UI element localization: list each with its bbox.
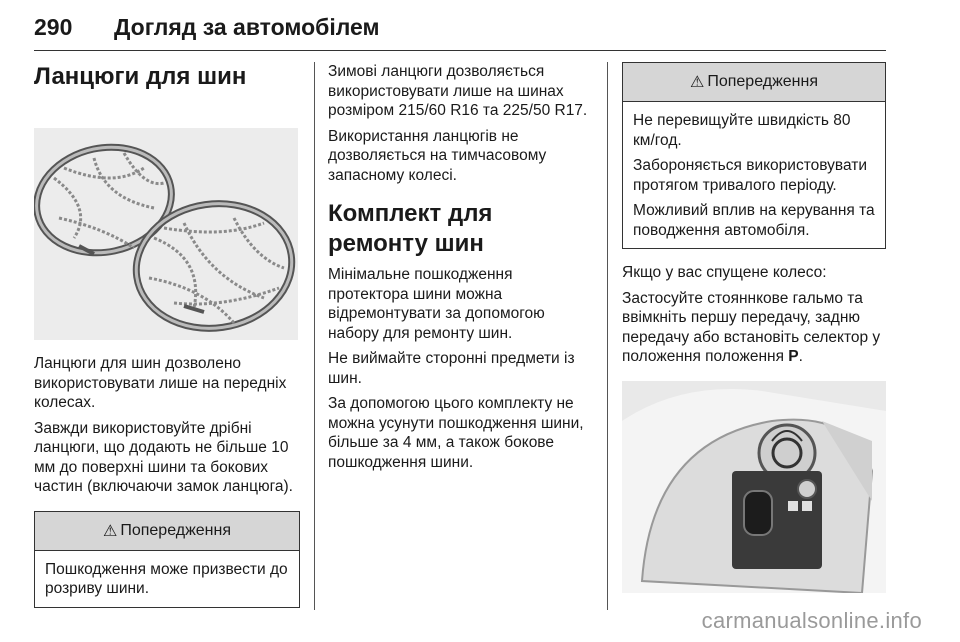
column-2 bbox=[328, 62, 593, 478]
column-divider bbox=[314, 62, 315, 610]
tire-repair-kit-illustration bbox=[622, 381, 886, 593]
warning-title: Попередження bbox=[120, 521, 232, 539]
paragraph: Не виймайте сторонні предмети із шин. bbox=[328, 350, 575, 387]
gear-position-p: P bbox=[788, 348, 799, 365]
section-title: Ланцюги для шин bbox=[34, 63, 247, 90]
column-divider bbox=[607, 62, 608, 610]
page-number: 290 bbox=[34, 14, 73, 40]
column-1 bbox=[34, 62, 300, 608]
subheading: Комплект для ремонту шин bbox=[328, 200, 493, 257]
warning-item: Не перевищуйте швидкість 80 км/год. bbox=[633, 112, 851, 149]
paragraph-text: Застосуйте стояннкове гальмо та ввімкніть першу передачу, задню передачу або встановіть селектор у положення положення bbox=[622, 289, 881, 365]
warning-triangle-icon: ⚠ bbox=[102, 522, 118, 540]
tire-chains-drawing bbox=[34, 128, 298, 340]
warning-body bbox=[35, 551, 299, 607]
warning-item: Забороняється використовувати протягом тривалого періоду. bbox=[633, 157, 867, 194]
paragraph bbox=[622, 289, 886, 367]
paragraph-end: . bbox=[798, 348, 803, 365]
warning-box bbox=[34, 511, 300, 608]
paragraph: Використання ланцюгів не дозволяється на тимчасовому запасному колесі. bbox=[328, 127, 547, 184]
running-title: Догляд за автомобілем bbox=[114, 14, 380, 40]
warning-text: Пошкодження може призвести до розриву шини. bbox=[45, 560, 288, 597]
page-header bbox=[34, 4, 886, 51]
warning-header bbox=[623, 63, 885, 102]
warning-body bbox=[623, 102, 885, 248]
paragraph: Мінімальне пошкодження протектора шини можна відремонтувати за допомогою набору для ремонту шин. bbox=[328, 266, 545, 342]
paragraph: Якщо у вас спущене колесо: bbox=[622, 264, 827, 281]
warning-header bbox=[35, 512, 299, 551]
paragraph: За допомогою цього комплекту не можна усунути пошкодження шини, більше за 4 мм, а також бокове пошкодження шини. bbox=[328, 395, 584, 471]
paragraph: Ланцюги для шин дозволено використовувати лише на передніх колесах. bbox=[34, 355, 287, 411]
paragraph: Завжди використовуйте дрібні ланцюги, що додають не більше 10 мм до поверхні шини та бокових частин (включаючи замок ланцюга). bbox=[34, 419, 293, 495]
paragraph: Зимові ланцюги дозволяється використовувати лише на шинах розміром 215/60 R16 та 225/50 R17. bbox=[328, 63, 588, 119]
column-3 bbox=[622, 62, 886, 593]
warning-box bbox=[622, 62, 886, 249]
tire-chains-illustration bbox=[34, 128, 298, 340]
warning-item: Можливий вплив на керування та поводження автомобіля. bbox=[633, 202, 875, 239]
warning-title: Попередження bbox=[707, 73, 819, 90]
repair-kit-drawing bbox=[622, 381, 886, 593]
warning-triangle-icon: ⚠ bbox=[689, 74, 705, 91]
watermark: carmanualsonline.info bbox=[701, 608, 922, 633]
